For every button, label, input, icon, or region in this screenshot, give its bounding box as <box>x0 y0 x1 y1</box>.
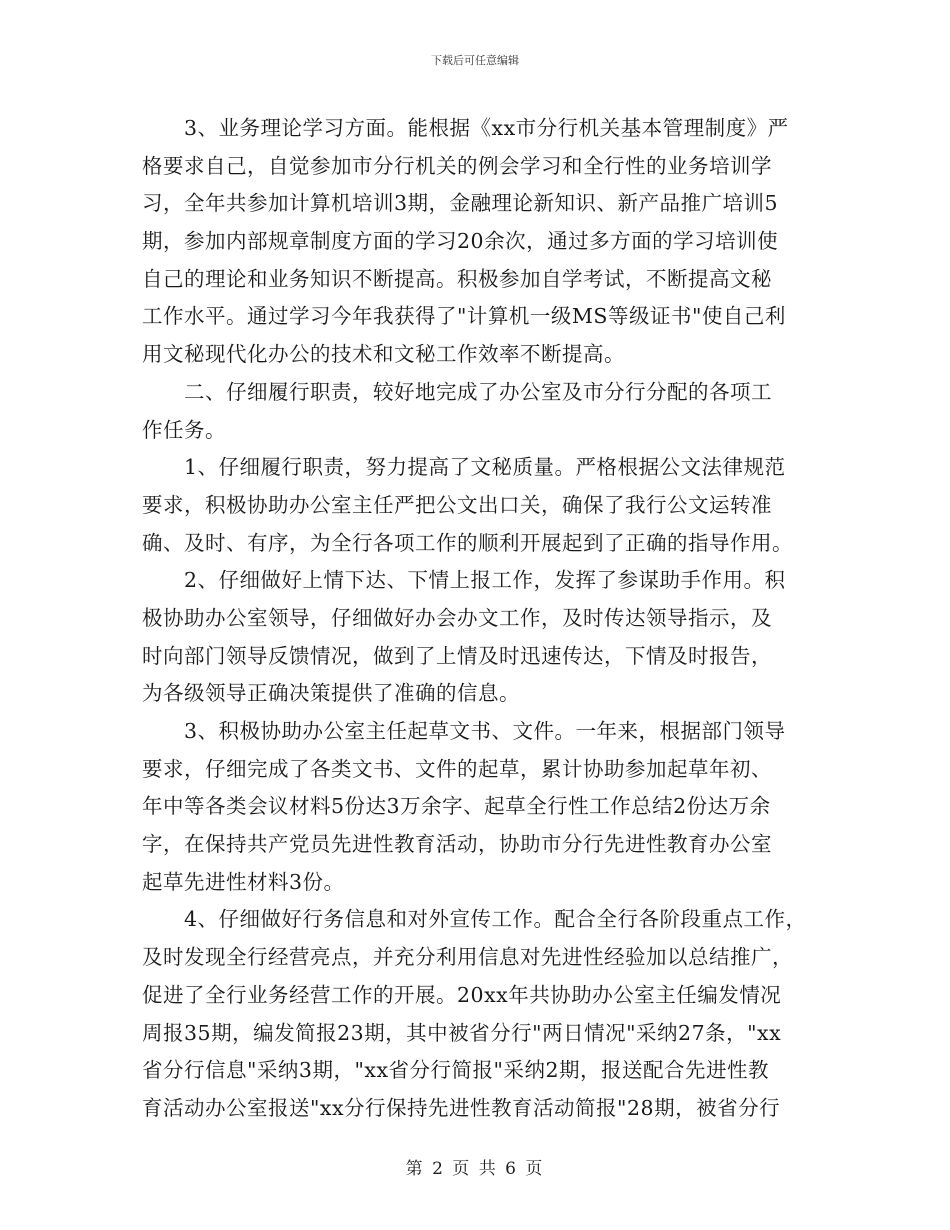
text-line: 为各级领导正确决策提供了准确的信息。 <box>142 681 520 706</box>
text-line: 周报35期，编发简报23期，其中被省分行"两日情况"采纳27条，"xx <box>142 1020 782 1045</box>
text-line: 习，全年共参加计算机培训3期，金融理论新知识、新产品推广培训5 <box>142 191 779 216</box>
text-line: 省分行信息"采纳3期，"xx省分行简报"采纳2期，报送配合先进性教 <box>142 1058 769 1083</box>
text-line: 极协助办公室领导，仔细做好办会办文工作，及时传达领导指示，及 <box>142 605 772 630</box>
text-line: 工作水平。通过学习今年我获得了"计算机一级MS等级证书"使自己利 <box>142 304 786 329</box>
text-line: 3、积极协助办公室主任起草文书、文件。一年来，根据部门领导 <box>184 719 786 743</box>
page-header: 下载后可任意编辑 <box>431 54 519 67</box>
text-line: 起草先进性材料3份。 <box>142 869 345 894</box>
text-line: 及时发现全行经营亮点，并充分利用信息对先进性经验加以总结推广， <box>142 945 793 970</box>
text-line: 促进了全行业务经营工作的开展。20xx年共协助办公室主任编发情况 <box>142 982 782 1007</box>
page-number: 第 2 页 共 6 页 <box>405 1159 545 1179</box>
text-line: 时向部门领导反馈情况，做到了上情及时迅速传达，下情及时报告， <box>142 643 772 668</box>
text-line: 4、仔细做好行务信息和对外宣传工作。配合全行各阶段重点工作， <box>184 907 807 932</box>
text-line: 用文秘现代化办公的技术和文秘工作效率不断提高。 <box>142 342 625 367</box>
text-line: 确、及时、有序，为全行各项工作的顺利开展起到了正确的指导作用。 <box>142 530 793 555</box>
text-line: 要求，仔细完成了各类文书、文件的起草，累计协助参加起草年初、 <box>142 756 772 781</box>
text-line: 年中等各类会议材料5份达3万余字、起草全行性工作总结2份达万余 <box>142 794 771 819</box>
text-line: 1、仔细履行职责，努力提高了文秘质量。严格根据公文法律规范 <box>184 455 786 480</box>
text-line: 字，在保持共产党员先进性教育活动，协助市分行先进性教育办公室 <box>142 832 772 857</box>
text-line: 3、业务理论学习方面。能根据《xx市分行机关基本管理制度》严 <box>184 116 789 140</box>
text-line: 自己的理论和业务知识不断提高。积极参加自学考试，不断提高文秘 <box>142 266 772 291</box>
text-line: 2、仔细做好上情下达、下情上报工作，发挥了参谋助手作用。积 <box>184 568 786 593</box>
text-line: 格要求自己，自觉参加市分行机关的例会学习和全行性的业务培训学 <box>142 153 772 178</box>
text-line: 期，参加内部规章制度方面的学习20余次，通过多方面的学习培训使 <box>142 229 779 254</box>
text-line: 育活动办公室报送"xx分行保持先进性教育活动简报"28期，被省分行 <box>142 1095 781 1120</box>
document-body <box>142 110 822 1128</box>
text-line: 作任务。 <box>142 417 226 442</box>
text-line: 要求，积极协助办公室主任严把公文出口关，确保了我行公文运转准 <box>142 492 772 517</box>
text-line: 二、仔细履行职责，较好地完成了办公室及市分行分配的各项工 <box>184 379 772 404</box>
